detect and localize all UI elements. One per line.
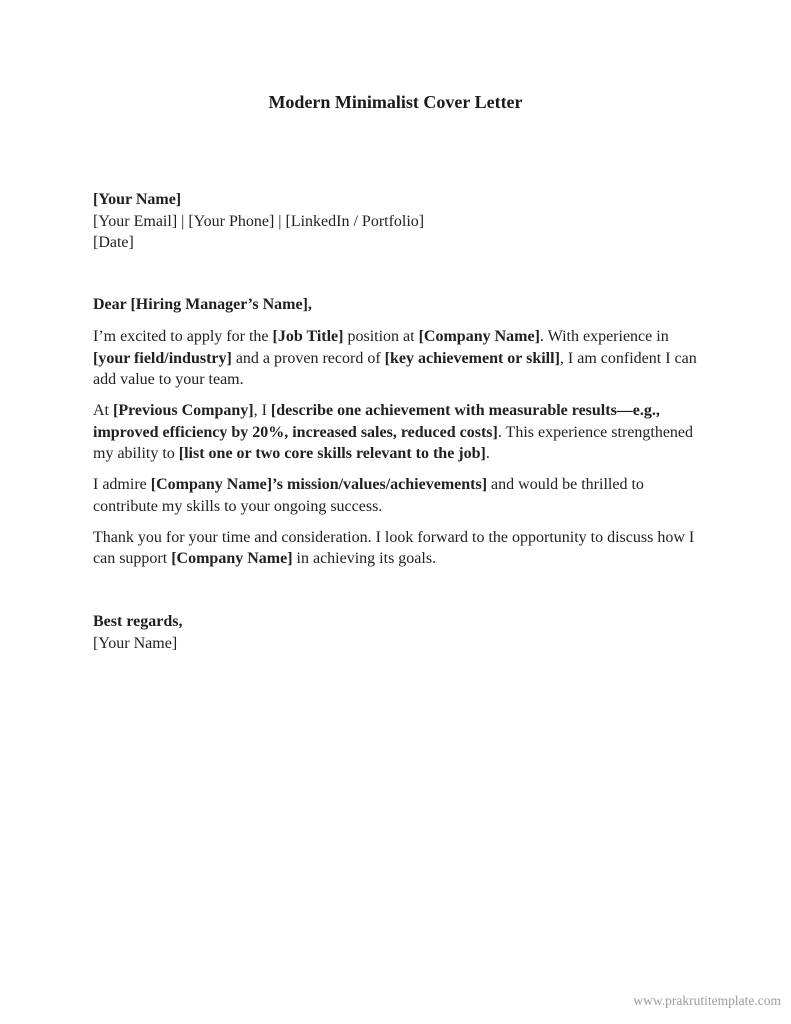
sender-contact-line: [Your Email] | [Your Phone] | [LinkedIn / Portfolio] xyxy=(93,212,425,230)
closing-block xyxy=(93,611,705,654)
salutation: Dear [Hiring Manager’s Name], xyxy=(93,296,312,313)
body-paragraph-thanks: Thank you for your time and consideration. I look forward to the opportunity to discuss how I can support [Company Name] in achieving its goals. xyxy=(93,528,695,567)
body-paragraph-intro: I’m excited to apply for the [Job Title] position at [Company Name]. With experience in [your field/industry] and a proven record of [key achievement or skill], I am confident I can add value to your team. xyxy=(93,328,697,388)
letter-body xyxy=(93,294,705,579)
closing-valediction: Best regards, xyxy=(93,613,183,630)
website-watermark: www.prakrutitemplate.com xyxy=(633,993,781,1008)
document-title: Modern Minimalist Cover Letter xyxy=(268,92,523,112)
sender-name: [Your Name] xyxy=(93,191,182,208)
closing-signature: [Your Name] xyxy=(93,634,178,652)
sender-date: [Date] xyxy=(93,234,134,251)
body-paragraph-admiration: I admire [Company Name]’s mission/values/achievements] and would be thrilled to contribute my skills to your ongoing success. xyxy=(93,476,644,515)
sender-block xyxy=(93,189,705,254)
body-paragraph-achievement: At [Previous Company], I [describe one achievement with measurable results—e.g., improved efficiency by 20%, increased sales, reduced costs]. This experience strengthened my ability to [list one or two core skills relevant to the job]. xyxy=(93,402,694,462)
